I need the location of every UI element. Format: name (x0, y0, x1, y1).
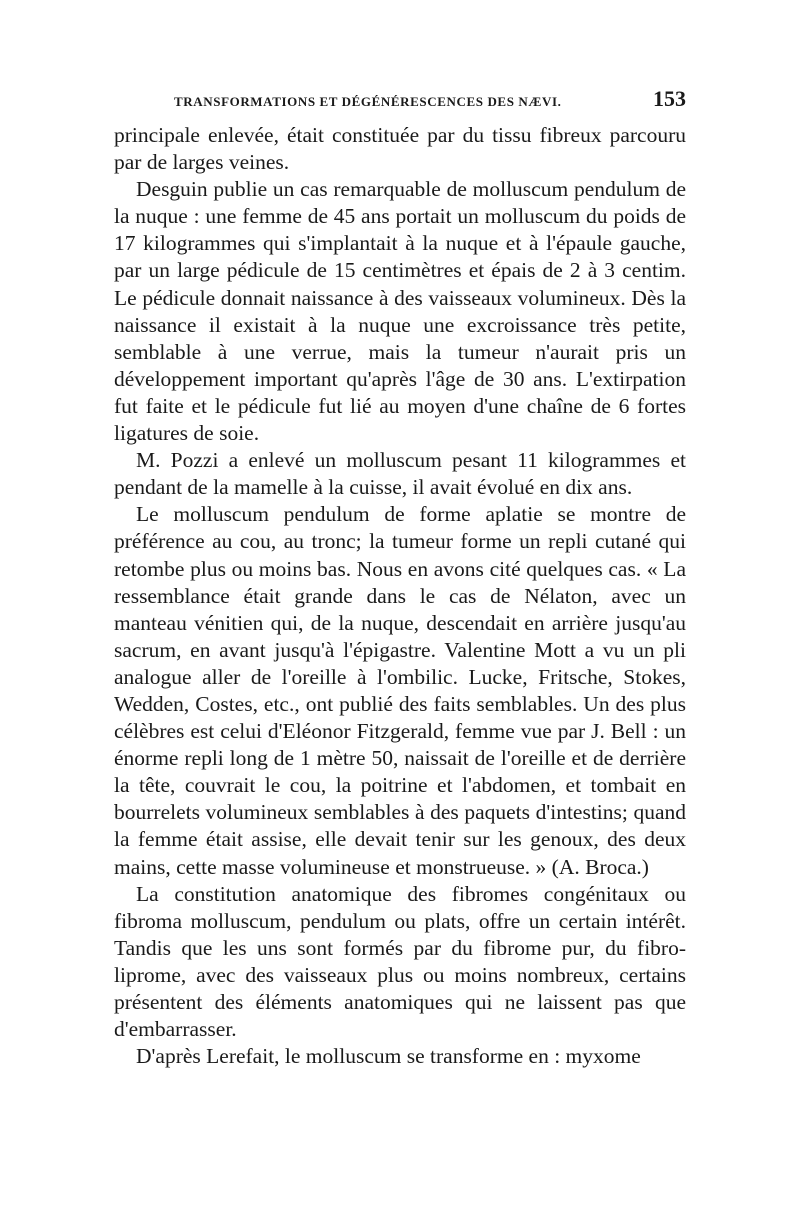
paragraph-pozzi: M. Pozzi a enlevé un molluscum pesant 11 kilogrammes et pendant de la mamelle à la cuisse, il avait évolué en dix ans. (114, 448, 686, 500)
running-title: TRANSFORMATIONS ET DÉGÉNÉRESCENCES DES NÆVI. (174, 94, 562, 109)
paragraph-continuation: principale enlevée, était constituée par du tissu fibreux parcouru par de larges veines. (114, 123, 686, 175)
book-page (114, 86, 686, 1070)
body-text (114, 122, 686, 1070)
page-number: 153 (653, 86, 686, 111)
paragraph-molluscum-pendulum: Le molluscum pendulum de forme aplatie se montre de préférence au cou, au tronc; la tumeur forme un repli cutané qui retombe plus ou moins bas. Nous en avons cité quelques cas. « La ressemblance était grande dans le cas de Nélaton, avec un manteau vénitien qui, de la nuque, descendait en arrière jusqu'au sacrum, en avant jusqu'à l'épigastre. Valentine Mott a vu un pli analogue aller de l'oreille à l'ombilic. Lucke, Fritsche, Stokes, Wedden, Costes, etc., ont publié des faits semblables. Un des plus célèbres est celui d'Eléonor Fitzgerald, femme vue par J. Bell : un énorme repli long de 1 mètre 50, naissait de l'oreille et de derrière la tête, couvrait le cou, la poitrine et l'abdomen, et tombait en bourrelets volumineux semblables à des paquets d'intestins; quand la femme était assise, elle devait tenir sur les genoux, des deux mains, cette masse volumineuse et monstrueuse. » (A. Broca.) (114, 502, 686, 879)
paragraph-lerefait: D'après Lerefait, le molluscum se transforme en : myxome (136, 1044, 641, 1069)
paragraph-constitution: La constitution anatomique des fibromes congénitaux ou fibroma molluscum, pendulum ou plats, offre un certain intérêt. Tandis que les uns sont formés par du fibrome pur, du fibro-liprome, avec des vaisseaux plus ou moins nombreux, certains présentent des éléments anatomiques qui ne laissent pas que d'embarrasser. (114, 881, 686, 1042)
running-head (114, 86, 686, 122)
paragraph-desguin: Desguin publie un cas remarquable de molluscum pendulum de la nuque : une femme de 45 ans portait un molluscum du poids de 17 kilogrammes qui s'implantait à la nuque et à l'épaule gauche, par un large pédicule de 15 centimètres et épais de 2 à 3 centim. Le pédicule donnait naissance à des vaisseaux volumineux. Dès la naissance il existait à la nuque une excroissance très petite, semblable à une verrue, mais la tumeur n'aurait pris un développement important qu'après l'âge de 30 ans. L'extirpation fut faite et le pédicule fut lié au moyen d'une chaîne de 6 fortes ligatures de soie. (114, 177, 686, 446)
